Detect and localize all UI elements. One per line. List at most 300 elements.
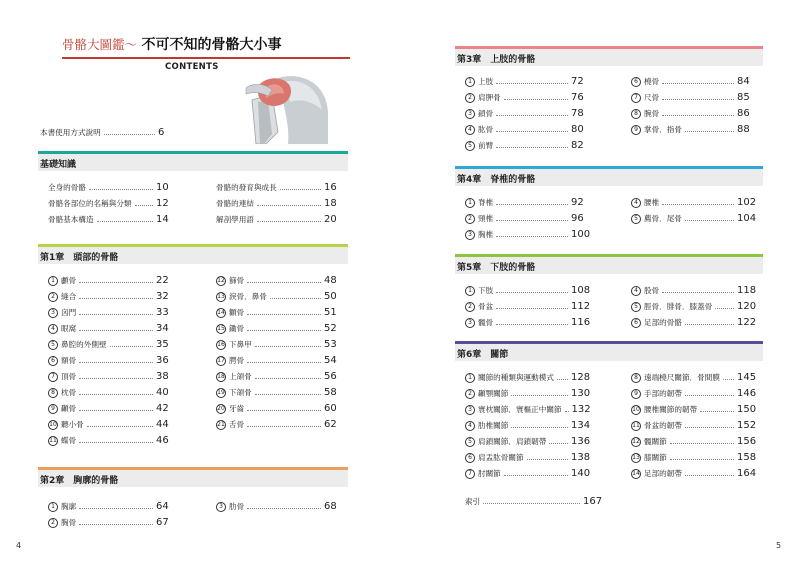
toc-entry-label xyxy=(48,403,76,414)
toc-entry[interactable] xyxy=(48,270,178,286)
leader-dots xyxy=(247,330,321,331)
toc-entry-page: 48 xyxy=(324,275,337,286)
toc-entry-page: 134 xyxy=(571,420,591,431)
toc-entry-label xyxy=(465,140,493,151)
toc-entry[interactable] xyxy=(465,399,593,415)
entry-number-badge: 14 xyxy=(632,470,640,477)
leader-dots xyxy=(255,346,321,347)
toc-entry[interactable] xyxy=(465,463,593,479)
entry-number-badge: 5 xyxy=(465,141,475,151)
toc-entry[interactable] xyxy=(465,224,593,240)
toc-column xyxy=(465,71,593,151)
toc-entry-label xyxy=(631,108,659,119)
toc-entry-label xyxy=(48,307,76,318)
toc-entry[interactable] xyxy=(465,71,593,87)
toc-entry-text: 顱骨 xyxy=(61,276,77,285)
toc-entry-label xyxy=(48,371,76,382)
toc-entry-label xyxy=(631,404,697,415)
toc-entry-text: 顳顎關節 xyxy=(478,389,509,398)
toc-entry-intro[interactable] xyxy=(40,125,180,138)
section-header xyxy=(38,467,348,487)
toc-entry-text: 下頜骨 xyxy=(229,388,252,397)
leader-dots xyxy=(662,99,734,100)
entry-number-badge: 7 xyxy=(465,469,475,479)
leader-dots xyxy=(255,378,321,379)
entry-number-badge: 2 xyxy=(48,518,58,528)
toc-entry[interactable] xyxy=(465,103,593,119)
toc-entry-page: 86 xyxy=(737,108,750,119)
toc-entry[interactable] xyxy=(48,496,178,512)
toc-entry-page: 82 xyxy=(571,140,584,151)
section-header xyxy=(38,151,348,171)
leader-dots xyxy=(135,205,153,206)
leader-dots xyxy=(685,427,734,428)
toc-entry-page: 150 xyxy=(737,404,757,415)
toc-entry-text: 腕骨 xyxy=(644,109,660,118)
toc-column xyxy=(465,367,593,479)
toc-entry[interactable] xyxy=(216,334,346,350)
toc-entry-page: 42 xyxy=(156,403,169,414)
toc-entry[interactable] xyxy=(465,447,593,463)
leader-dots xyxy=(104,134,155,135)
toc-column xyxy=(465,192,593,240)
leader-dots xyxy=(662,115,734,116)
toc-entry-text: 手部的韌帶 xyxy=(644,389,682,398)
toc-entry-label: 本書使用方式說明 xyxy=(40,128,101,137)
toc-entry[interactable] xyxy=(631,296,759,312)
toc-entry-text: 肋骨 xyxy=(229,502,245,511)
toc-entry-text: 腰椎 xyxy=(644,198,660,207)
toc-entry[interactable] xyxy=(48,414,178,430)
toc-entry-page: 18 xyxy=(324,198,337,209)
toc-entry[interactable] xyxy=(48,382,178,398)
toc-entry-page: 68 xyxy=(324,501,337,512)
toc-entry[interactable] xyxy=(216,286,346,302)
toc-entry-page: 64 xyxy=(156,501,169,512)
toc-entry[interactable] xyxy=(48,209,178,225)
title-series: 骨骼大圖鑑～ xyxy=(62,37,138,52)
toc-entry[interactable] xyxy=(631,87,759,103)
toc-entry-text: 脊椎 xyxy=(478,198,494,207)
toc-entry-text: 全身的骨骼 xyxy=(48,183,86,192)
toc-entry-label xyxy=(216,307,244,318)
entry-number-badge: 6 xyxy=(631,318,641,328)
leader-dots xyxy=(685,395,734,396)
entry-number-badge: 4 xyxy=(631,286,641,296)
title-main: 不可不知的骨骼大小事 xyxy=(141,37,282,53)
toc-entry-label xyxy=(465,452,524,463)
section-header xyxy=(455,254,763,274)
toc-entry-page: 130 xyxy=(571,388,591,399)
toc-entry-label xyxy=(216,403,244,414)
toc-entry-text: 鎖骨 xyxy=(478,109,494,118)
toc-entry-label xyxy=(216,182,277,193)
entry-number-badge: 8 xyxy=(48,388,58,398)
toc-entry[interactable] xyxy=(465,192,593,208)
toc-entry-page: 50 xyxy=(324,291,337,302)
toc-entry-page: 84 xyxy=(737,76,750,87)
entry-number-badge: 20 xyxy=(217,405,225,412)
leader-dots xyxy=(527,459,568,460)
toc-entry[interactable] xyxy=(631,312,759,328)
toc-entry-label xyxy=(48,214,94,225)
toc-entry[interactable] xyxy=(216,414,346,430)
entry-number-badge: 9 xyxy=(48,404,58,414)
leader-dots xyxy=(670,443,734,444)
toc-entry-page: 72 xyxy=(571,76,584,87)
section-title: 第4章 脊椎的骨骼 xyxy=(457,175,536,185)
leader-dots xyxy=(110,346,153,347)
toc-entry[interactable] xyxy=(631,431,759,447)
section-header xyxy=(38,244,348,264)
book-title xyxy=(62,34,350,59)
toc-entry[interactable] xyxy=(216,350,346,366)
toc-entry-label xyxy=(48,435,76,446)
toc-entry-text: 髖關節 xyxy=(644,437,667,446)
toc-entry-text: 牙齒 xyxy=(229,404,245,413)
toc-entry[interactable] xyxy=(216,496,346,512)
entry-number-badge: 19 xyxy=(217,389,225,396)
entry-number-badge: 18 xyxy=(217,373,225,380)
toc-entry-text: 寰枕關節．寰樞正中關節 xyxy=(478,405,562,414)
leader-dots xyxy=(79,298,153,299)
leader-dots xyxy=(496,308,568,309)
toc-entry-text: 腰椎關節的韌帶 xyxy=(644,405,698,414)
leader-dots xyxy=(565,411,569,412)
toc-entry-page: 56 xyxy=(324,371,337,382)
toc-entry[interactable] xyxy=(216,398,346,414)
entry-number-badge: 7 xyxy=(631,93,641,103)
toc-entry-text: 肩盂肱骨關節 xyxy=(478,453,524,462)
entry-number-badge: 10 xyxy=(49,421,57,428)
toc-entry-text: 足部的骨骼 xyxy=(644,318,682,327)
toc-entry-page: 44 xyxy=(156,419,169,430)
toc-entry-label xyxy=(48,198,132,209)
toc-entry-text: 前臂 xyxy=(478,141,494,150)
leader-dots xyxy=(79,330,153,331)
toc-entry[interactable] xyxy=(465,415,593,431)
toc-entry-text: 聽小骨 xyxy=(61,420,84,429)
entry-number-badge: 3 xyxy=(48,308,58,318)
toc-entry-page: 46 xyxy=(156,435,169,446)
section-chapter-2 xyxy=(38,467,348,528)
toc-entry-text: 篩骨 xyxy=(229,276,245,285)
entry-number-badge: 1 xyxy=(465,198,475,208)
toc-column xyxy=(48,270,178,446)
toc-entry[interactable] xyxy=(48,512,178,528)
toc-entry[interactable] xyxy=(216,193,346,209)
leader-dots xyxy=(247,362,321,363)
toc-entry[interactable] xyxy=(48,430,178,446)
toc-entry-text: 枕骨 xyxy=(61,388,77,397)
entry-number-badge: 4 xyxy=(631,198,641,208)
entry-number-badge: 3 xyxy=(216,502,226,512)
page-number-right: 5 xyxy=(776,541,782,550)
section-title: 第2章 胸廓的骨骼 xyxy=(40,476,119,486)
leader-dots xyxy=(79,410,153,411)
section-header xyxy=(455,46,763,66)
toc-entry-page: 120 xyxy=(737,301,757,312)
toc-column xyxy=(631,192,759,224)
toc-entry-text: 髖骨 xyxy=(478,318,494,327)
toc-entry[interactable] xyxy=(48,286,178,302)
section-chapter-3 xyxy=(455,46,763,151)
toc-entry-text: 鋤骨 xyxy=(229,324,245,333)
entry-number-badge: 5 xyxy=(465,437,475,447)
toc-entry-label xyxy=(465,197,493,208)
toc-entry-text: 骨骼各部位的名稱與分類 xyxy=(48,199,132,208)
leader-dots xyxy=(496,204,568,205)
toc-entry-label xyxy=(216,275,244,286)
toc-entry-label xyxy=(631,76,659,87)
toc-entry[interactable] xyxy=(465,312,593,328)
toc-entry-text: 骨盆的韌帶 xyxy=(644,421,682,430)
toc-entry[interactable] xyxy=(216,318,346,334)
toc-entry-text: 股骨 xyxy=(644,286,660,295)
entry-number-badge: 6 xyxy=(48,356,58,366)
toc-entry-text: 肩胛骨 xyxy=(478,93,501,102)
toc-entry-page: 22 xyxy=(156,275,169,286)
entry-number-badge: 8 xyxy=(631,109,641,119)
toc-entry[interactable] xyxy=(631,367,759,383)
toc-entry-page: 62 xyxy=(324,419,337,430)
leader-dots xyxy=(79,378,153,379)
toc-entry-label xyxy=(465,285,493,296)
leader-dots xyxy=(496,292,568,293)
toc-column xyxy=(48,177,178,225)
toc-entry-text: 上肢 xyxy=(478,77,494,86)
toc-entry-text: 腭骨 xyxy=(229,356,245,365)
toc-entry-text: 掌骨．指骨 xyxy=(644,125,682,134)
leader-dots xyxy=(79,282,153,283)
toc-entry[interactable] xyxy=(48,350,178,366)
toc-entry[interactable] xyxy=(631,103,759,119)
toc-entry-page: 104 xyxy=(737,213,757,224)
toc-entry-page: 60 xyxy=(324,403,337,414)
toc-entry[interactable] xyxy=(631,208,759,224)
toc-entry[interactable] xyxy=(631,119,759,135)
toc-entry-page: 112 xyxy=(571,301,591,312)
toc-entry[interactable] xyxy=(48,302,178,318)
toc-entry[interactable] xyxy=(216,366,346,382)
toc-entry-text: 肱骨 xyxy=(478,125,494,134)
entry-number-badge: 4 xyxy=(465,421,475,431)
toc-entry[interactable] xyxy=(216,302,346,318)
toc-entry[interactable] xyxy=(631,192,759,208)
toc-entry[interactable] xyxy=(216,209,346,225)
toc-entry-text: 骨骼的發育與成長 xyxy=(216,183,277,192)
toc-entry[interactable] xyxy=(48,193,178,209)
toc-entry-label xyxy=(48,501,76,512)
leader-dots xyxy=(504,99,568,100)
entry-number-badge: 17 xyxy=(217,357,225,364)
leader-dots xyxy=(247,508,321,509)
toc-entry-text: 肘關節 xyxy=(478,469,501,478)
toc-entry[interactable] xyxy=(465,280,593,296)
toc-entry-text: 下肢 xyxy=(478,286,494,295)
leader-dots xyxy=(504,475,568,476)
entry-number-badge: 3 xyxy=(465,230,475,240)
toc-entry[interactable] xyxy=(216,382,346,398)
toc-entry-page: 14 xyxy=(156,214,169,225)
entry-number-badge: 13 xyxy=(217,293,225,300)
toc-entry-text: 顴骨 xyxy=(229,308,245,317)
toc-entry-label xyxy=(48,291,76,302)
toc-entry-text: 遠端橈尺關節．骨間膜 xyxy=(644,373,720,382)
toc-entry[interactable] xyxy=(631,280,759,296)
leader-dots xyxy=(662,83,734,84)
toc-entry-label xyxy=(631,372,720,383)
toc-entry[interactable] xyxy=(48,334,178,350)
toc-entry[interactable] xyxy=(465,431,593,447)
toc-entry[interactable] xyxy=(48,177,178,193)
section-title: 第3章 上肢的骨骼 xyxy=(457,55,536,65)
toc-entry-label xyxy=(48,419,84,430)
title-rule xyxy=(62,57,350,59)
leader-dots xyxy=(79,442,153,443)
section-color-bar xyxy=(455,254,763,257)
toc-entry-label: 索引 xyxy=(465,497,481,506)
entry-number-badge: 2 xyxy=(465,389,475,399)
toc-entry-page: 52 xyxy=(324,323,337,334)
section-chapter-6 xyxy=(455,341,763,479)
toc-entry[interactable] xyxy=(631,383,759,399)
entry-number-badge: 3 xyxy=(465,405,475,415)
entry-number-badge: 1 xyxy=(465,77,475,87)
toc-entry-text: 蝶骨 xyxy=(61,436,77,445)
toc-entry-page: 118 xyxy=(737,285,757,296)
leader-dots xyxy=(257,205,321,206)
toc-entry-index[interactable] xyxy=(465,494,605,507)
toc-entry[interactable] xyxy=(216,177,346,193)
toc-entry-label xyxy=(48,182,86,193)
toc-entry[interactable] xyxy=(465,87,593,103)
toc-entry[interactable] xyxy=(465,119,593,135)
toc-entry-label xyxy=(631,420,682,431)
toc-entry-page: 20 xyxy=(324,214,337,225)
section-title: 第6章 關節 xyxy=(457,350,509,360)
toc-entry-label xyxy=(465,420,508,431)
toc-entry[interactable] xyxy=(631,415,759,431)
toc-entry[interactable] xyxy=(465,296,593,312)
section-chapter-4 xyxy=(455,166,763,240)
toc-column xyxy=(216,177,346,225)
entry-number-badge: 8 xyxy=(631,373,641,383)
toc-entry-page: 152 xyxy=(737,420,757,431)
contents-heading: CONTENTS xyxy=(165,62,219,72)
entry-number-badge: 13 xyxy=(632,454,640,461)
toc-entry[interactable] xyxy=(48,398,178,414)
toc-entry-page: 40 xyxy=(156,387,169,398)
toc-entry[interactable] xyxy=(465,367,593,383)
toc-entry-page: 6 xyxy=(158,127,165,138)
leader-dots xyxy=(715,308,734,309)
toc-entry[interactable] xyxy=(48,318,178,334)
toc-entry-label xyxy=(48,339,107,350)
toc-entry-label xyxy=(631,452,667,463)
toc-entry-label xyxy=(216,198,254,209)
toc-entry-text: 舌骨 xyxy=(229,420,245,429)
leader-dots xyxy=(79,524,153,525)
leader-dots xyxy=(79,394,153,395)
toc-entry[interactable] xyxy=(631,463,759,479)
toc-entry-label xyxy=(216,214,254,225)
toc-entry-text: 尺骨 xyxy=(644,93,660,102)
entry-number-badge: 5 xyxy=(631,214,641,224)
toc-entry[interactable] xyxy=(465,208,593,224)
toc-entry[interactable] xyxy=(465,383,593,399)
toc-entry-page: 32 xyxy=(156,291,169,302)
toc-entry-label xyxy=(216,419,244,430)
section-basic xyxy=(38,151,348,225)
toc-entry[interactable] xyxy=(465,135,593,151)
toc-entry[interactable] xyxy=(631,71,759,87)
entry-number-badge: 4 xyxy=(465,125,475,135)
toc-entry-text: 膝關節 xyxy=(644,453,667,462)
toc-entry-label xyxy=(465,372,554,383)
toc-entry-page: 76 xyxy=(571,92,584,103)
toc-entry[interactable] xyxy=(631,447,759,463)
toc-entry-text: 胸椎 xyxy=(478,230,494,239)
shoulder-bone-illustration xyxy=(238,72,330,144)
toc-entry-label xyxy=(48,275,76,286)
toc-entry-page: 156 xyxy=(737,436,757,447)
toc-entry-text: 關節的種類與運動模式 xyxy=(478,373,554,382)
toc-entry-page: 146 xyxy=(737,388,757,399)
leader-dots xyxy=(496,324,568,325)
entry-number-badge: 9 xyxy=(631,389,641,399)
entry-number-badge: 9 xyxy=(631,125,641,135)
toc-entry-label xyxy=(216,355,244,366)
toc-entry[interactable] xyxy=(631,399,759,415)
leader-dots xyxy=(557,379,568,380)
toc-entry-text: 上頜骨 xyxy=(229,372,252,381)
toc-entry-page: 96 xyxy=(571,213,584,224)
toc-entry-page: 140 xyxy=(571,468,591,479)
leader-dots xyxy=(496,147,568,148)
toc-entry-label xyxy=(631,213,682,224)
leader-dots xyxy=(247,282,321,283)
toc-entry-page: 33 xyxy=(156,307,169,318)
leader-dots xyxy=(79,314,153,315)
toc-entry-page: 38 xyxy=(156,371,169,382)
toc-column xyxy=(631,280,759,328)
toc-entry-label xyxy=(216,339,252,350)
toc-entry-label xyxy=(465,213,493,224)
leader-dots xyxy=(280,189,321,190)
leader-dots xyxy=(511,395,568,396)
toc-column xyxy=(216,270,346,430)
section-chapter-5 xyxy=(455,254,763,328)
leader-dots xyxy=(97,221,153,222)
toc-entry-label xyxy=(48,323,76,334)
toc-entry-label xyxy=(631,92,659,103)
toc-entry-page: 102 xyxy=(737,197,757,208)
toc-entry-label xyxy=(216,323,244,334)
toc-entry[interactable] xyxy=(48,366,178,382)
toc-entry[interactable] xyxy=(216,270,346,286)
leader-dots xyxy=(79,508,153,509)
leader-dots xyxy=(496,83,568,84)
toc-entry-label xyxy=(631,388,682,399)
toc-entry-page: 164 xyxy=(737,468,757,479)
toc-entry-label xyxy=(465,468,501,479)
toc-entry-page: 80 xyxy=(571,124,584,135)
leader-dots xyxy=(255,394,321,395)
entry-number-badge: 2 xyxy=(465,214,475,224)
entry-number-badge: 14 xyxy=(217,309,225,316)
toc-entry-text: 縫合 xyxy=(61,292,77,301)
